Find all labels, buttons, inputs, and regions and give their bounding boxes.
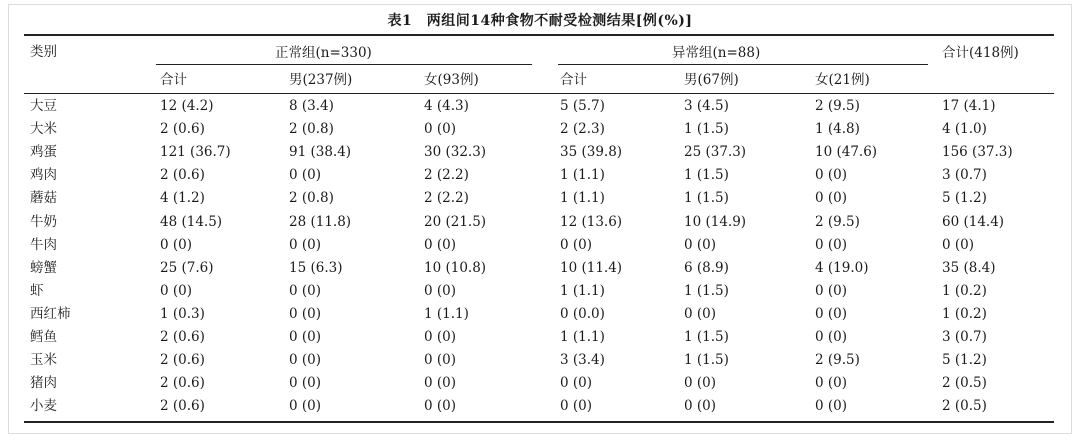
table-cell: 1 (1.1) (560, 329, 605, 345)
table-cell: 12 (4.2) (160, 98, 214, 114)
table-cell: 1 (4.8) (815, 121, 860, 138)
table-cell: 1 (1.1) (560, 282, 605, 299)
table-cell: 10 (14.9) (684, 213, 747, 230)
header-normal-group: 正常组(n=330) (275, 45, 372, 61)
table-cell: 0 (0) (815, 236, 848, 253)
table-cell: 1 (1.5) (684, 329, 729, 345)
table-cell: 91 (38.4) (289, 144, 352, 161)
table-cell: 25 (37.3) (684, 144, 747, 161)
row-label: 牛奶 (30, 213, 57, 230)
table-cell: 10 (10.8) (424, 259, 487, 276)
table-cell: 35 (8.4) (942, 259, 996, 276)
row-label: 鳕鱼 (30, 329, 57, 345)
table-cell: 1 (1.5) (684, 190, 729, 207)
table-cell: 4 (1.0) (942, 121, 987, 138)
row-label: 螃蟹 (30, 259, 57, 276)
table-cell: 2 (0.6) (160, 398, 205, 415)
table-cell: 2 (9.5) (815, 352, 860, 369)
table-cell: 3 (0.7) (942, 167, 987, 184)
row-label: 牛肉 (30, 236, 57, 253)
table-cell: 2 (0.6) (160, 329, 205, 345)
table-cell: 2 (0.5) (942, 398, 987, 415)
row-label: 大米 (30, 121, 57, 138)
table-cell: 3 (4.5) (684, 98, 729, 114)
table-cell: 4 (1.2) (160, 190, 205, 207)
table-cell: 25 (7.6) (160, 259, 214, 276)
table-cell: 2 (9.5) (815, 98, 860, 114)
table-cell: 0 (0) (815, 167, 848, 184)
table-cell: 0 (0) (424, 375, 457, 392)
header-abnormal-group: 异常组(n=88) (672, 45, 761, 61)
table-cell: 0 (0) (560, 236, 593, 253)
table-cell: 2 (0.6) (160, 352, 205, 369)
table-cell: 3 (0.7) (942, 329, 987, 345)
table-cell: 1 (1.1) (560, 167, 605, 184)
header-rule (24, 93, 1054, 94)
table-cell: 0 (0) (684, 305, 717, 322)
table-cell: 35 (39.8) (560, 144, 623, 161)
table-cell: 5 (5.7) (560, 98, 605, 114)
table-cell: 0 (0) (160, 282, 193, 299)
table-cell: 0 (0) (815, 190, 848, 207)
row-label: 猪肉 (30, 375, 57, 392)
header-abnormal-total: 合计 (560, 72, 587, 88)
header-normal-total: 合计 (160, 72, 187, 88)
table-cell: 2 (0.6) (160, 121, 205, 138)
table-cell: 1 (0.2) (942, 305, 987, 322)
header-normal-male: 男(237例) (289, 72, 353, 88)
table-cell: 2 (2.3) (560, 121, 605, 138)
header-normal-female: 女(93例) (424, 72, 479, 88)
table-cell: 0 (0) (289, 352, 322, 369)
table-cell: 2 (0.5) (942, 375, 987, 392)
table-cell: 0 (0) (289, 398, 322, 415)
row-label: 玉米 (30, 352, 57, 369)
table-cell: 0 (0) (424, 121, 457, 138)
header-total: 合计(418例) (942, 45, 1019, 61)
bottom-rule (24, 421, 1054, 423)
table-cell: 0 (0) (815, 329, 848, 345)
table-cell: 5 (1.2) (942, 352, 987, 369)
table-cell: 0 (0) (289, 282, 322, 299)
table-cell: 60 (14.4) (942, 213, 1005, 230)
table-cell: 3 (3.4) (560, 352, 605, 369)
table-cell: 2 (0.6) (160, 167, 205, 184)
table-cell: 0 (0) (684, 398, 717, 415)
table-cell: 5 (1.2) (942, 190, 987, 207)
row-label: 虾 (30, 282, 44, 299)
header-category: 类别 (30, 44, 57, 60)
table-cell: 1 (1.1) (424, 305, 469, 322)
table-cell: 28 (11.8) (289, 213, 352, 230)
table-cell: 10 (11.4) (560, 259, 623, 276)
table-cell: 2 (0.6) (160, 375, 205, 392)
header-abnormal-male: 男(67例) (684, 72, 739, 88)
table-cell: 6 (8.9) (684, 259, 729, 276)
table-title: 表1 两组间14种食物不耐受检测结果[例(%)] (387, 13, 693, 29)
table-cell: 20 (21.5) (424, 213, 487, 230)
table-cell: 2 (9.5) (815, 213, 860, 230)
table-cell: 1 (1.5) (684, 167, 729, 184)
table-cell: 0 (0) (424, 352, 457, 369)
table-cell: 0 (0) (289, 329, 322, 345)
row-label: 西红柿 (30, 305, 71, 322)
row-label: 大豆 (30, 98, 57, 114)
table-cell: 48 (14.5) (160, 213, 223, 230)
top-rule (24, 34, 1054, 36)
table-cell: 0 (0) (815, 305, 848, 322)
table-cell: 1 (1.1) (560, 190, 605, 207)
table-cell: 12 (13.6) (560, 213, 623, 230)
table-cell: 0 (0) (815, 375, 848, 392)
table-cell: 0 (0) (289, 375, 322, 392)
table-cell: 8 (3.4) (289, 98, 334, 114)
table-cell: 121 (36.7) (160, 144, 231, 161)
table-cell: 17 (4.1) (942, 98, 996, 114)
row-label: 鸡肉 (30, 167, 57, 184)
table-cell: 156 (37.3) (942, 144, 1013, 161)
table-cell: 0 (0) (815, 398, 848, 415)
table-cell: 4 (4.3) (424, 98, 469, 114)
table-cell: 0 (0) (289, 167, 322, 184)
normal-group-underline (156, 64, 532, 65)
table-cell: 2 (0.8) (289, 121, 334, 138)
abnormal-group-underline (558, 64, 928, 65)
table-cell: 2 (0.8) (289, 190, 334, 207)
table-cell: 4 (19.0) (815, 259, 869, 276)
table-cell: 1 (0.2) (942, 282, 987, 299)
table-cell: 0 (0) (942, 236, 975, 253)
table-cell: 0 (0) (289, 305, 322, 322)
row-label: 小麦 (30, 398, 57, 415)
table-cell: 1 (1.5) (684, 121, 729, 138)
table-cell: 2 (2.2) (424, 190, 469, 207)
table-cell: 15 (6.3) (289, 259, 343, 276)
table-cell: 0 (0) (160, 236, 193, 253)
table-cell: 10 (47.6) (815, 144, 878, 161)
table-cell: 1 (1.5) (684, 282, 729, 299)
table-cell: 0 (0) (684, 236, 717, 253)
table-cell: 0 (0) (424, 329, 457, 345)
table-cell: 1 (1.5) (684, 352, 729, 369)
row-label: 鸡蛋 (30, 144, 57, 161)
table-cell: 0 (0) (424, 398, 457, 415)
table-cell: 0 (0) (684, 375, 717, 392)
header-abnormal-female: 女(21例) (815, 72, 870, 88)
table-cell: 0 (0) (289, 236, 322, 253)
table-cell: 0 (0) (560, 398, 593, 415)
row-label: 蘑菇 (30, 190, 57, 207)
table-cell: 1 (0.3) (160, 305, 205, 322)
table-cell: 0 (0) (815, 282, 848, 299)
table-cell: 2 (2.2) (424, 167, 469, 184)
table-cell: 0 (0.0) (560, 305, 605, 322)
table-cell: 30 (32.3) (424, 144, 487, 161)
table-cell: 0 (0) (560, 375, 593, 392)
table-cell: 0 (0) (424, 282, 457, 299)
table-cell: 0 (0) (424, 236, 457, 253)
